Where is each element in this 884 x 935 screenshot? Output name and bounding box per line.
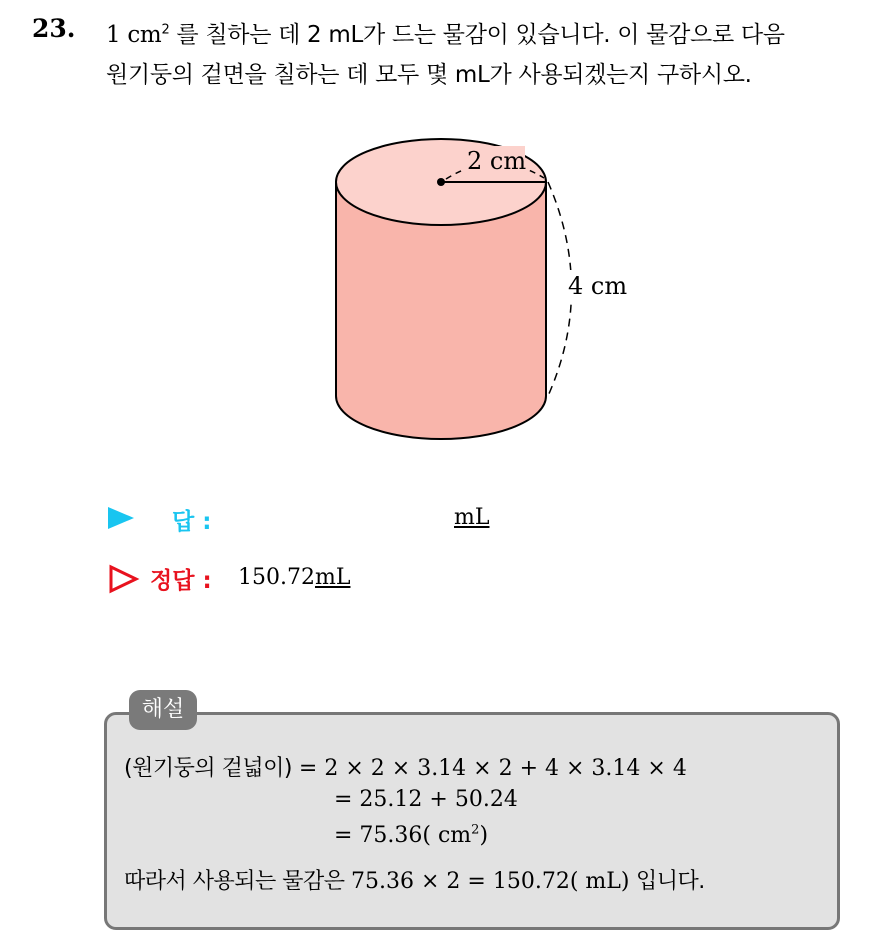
question-unit-exponent: 2	[161, 22, 170, 38]
answer-label: 답 :	[172, 509, 212, 535]
question-text-1: 를 칠하는 데 2 mL가 드는 물감이 있습니다. 이 물감으로 다음	[169, 22, 785, 48]
explanation-term: (원기둥의 겉넓이)	[124, 756, 292, 781]
explanation-close-paren: )	[479, 823, 489, 848]
center-point	[437, 178, 445, 186]
correct-unit: mL	[314, 565, 351, 590]
correct-answer-row	[108, 562, 508, 596]
explanation-line-1	[124, 751, 687, 782]
explanation-tab: 해설	[129, 690, 197, 730]
explanation-box	[104, 712, 840, 930]
explanation-conclusion-end: 입니다.	[629, 869, 705, 894]
play-arrow-icon	[108, 507, 134, 529]
correct-value: 150.72	[238, 565, 315, 590]
explanation-conclusion-expr: 75.36 × 2 = 150.72( mL)	[351, 869, 630, 894]
explanation-line-2: = 25.12 + 50.24	[334, 787, 518, 812]
correct-label: 정답 :	[150, 568, 212, 594]
explanation-line-3	[334, 823, 488, 848]
answer-unit: mL	[454, 505, 490, 530]
question-number: 23.	[32, 14, 76, 43]
explanation-expr-3: = 75.36( cm	[334, 823, 472, 848]
question-line-2: 원기둥의 겉면을 칠하는 데 모두 몇 mL가 사용되겠는지 구하시오.	[106, 62, 752, 88]
outline-arrow-icon	[108, 564, 140, 594]
question-line-1	[106, 16, 785, 49]
cylinder-figure	[320, 120, 650, 460]
correct-value-wrap	[238, 565, 350, 590]
radius-label: 2 cm	[467, 147, 527, 175]
explanation-exponent: 2	[471, 822, 480, 838]
question-unit: 1 cm	[106, 22, 162, 48]
explanation-line-4	[124, 864, 705, 895]
answer-row	[108, 503, 528, 535]
explanation-expr-1: = 2 × 2 × 3.14 × 2 + 4 × 3.14 × 4	[291, 756, 687, 781]
height-label: 4 cm	[568, 272, 628, 300]
explanation-conclusion-text: 따라서 사용되는 물감은	[124, 869, 352, 894]
